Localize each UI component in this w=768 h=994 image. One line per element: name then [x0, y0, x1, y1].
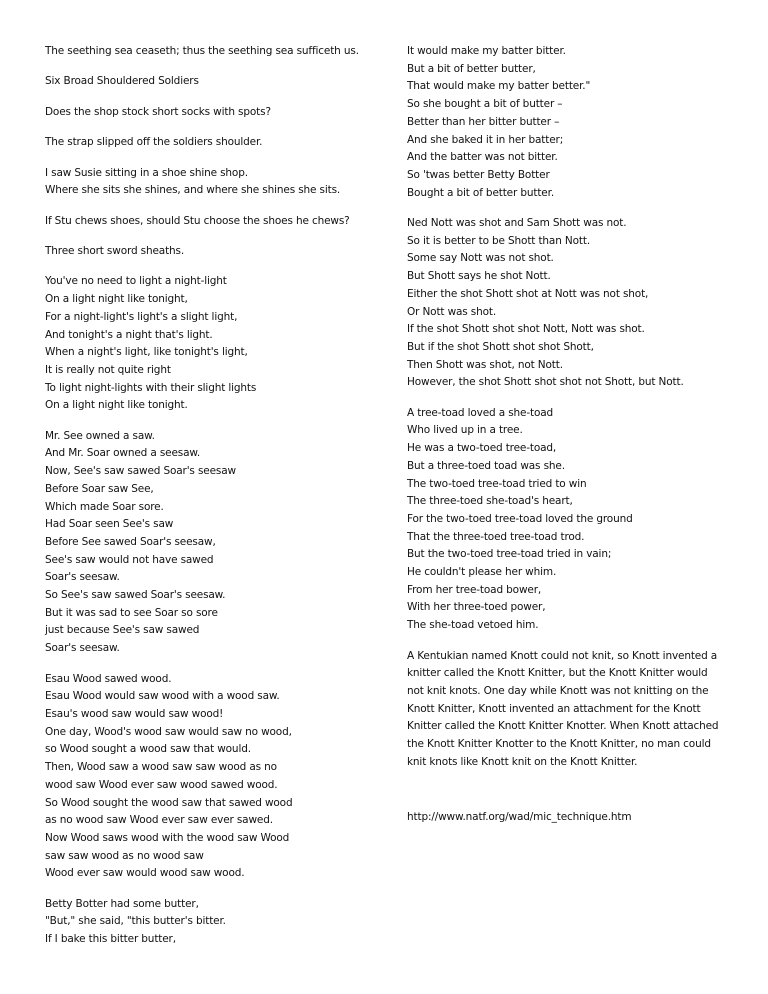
- text-line: See's saw would not have sawed: [45, 553, 214, 566]
- verse-block: [45, 896, 380, 949]
- verse-block: [45, 73, 380, 91]
- text-line: That the three-toed tree-toad trod.: [407, 530, 585, 543]
- text-line: The she-toad vetoed him.: [407, 619, 539, 632]
- verse-block: [45, 671, 380, 883]
- verse-block: [45, 213, 380, 231]
- text-line: To light night-lights with their slight lights: [45, 381, 257, 394]
- text-line: The three-toed she-toad's heart,: [407, 495, 573, 508]
- text-line: Some say Nott was not shot.: [407, 252, 554, 265]
- text-line: Now, See's saw sawed Soar's seesaw: [45, 465, 236, 478]
- text-line: He couldn't please her whim.: [407, 566, 557, 579]
- text-line: And tonight's a night that's light.: [45, 328, 213, 341]
- text-line: So Wood sought the wood saw that sawed wood: [45, 796, 293, 809]
- text-line: as no wood saw Wood ever saw ever sawed.: [45, 814, 273, 827]
- text-line: So she bought a bit of butter –: [407, 98, 563, 111]
- text-line: just because See's saw sawed: [45, 624, 200, 637]
- text-line: Six Broad Shouldered Soldiers: [45, 75, 199, 88]
- verse-block: [407, 43, 727, 202]
- verse-block: [45, 273, 380, 415]
- text-line: I saw Susie sitting in a shoe shine shop.: [45, 166, 248, 179]
- verse-block: [45, 165, 380, 200]
- text-line: That would make my batter better.": [407, 80, 591, 93]
- text-line: It would make my batter bitter.: [407, 45, 566, 57]
- text-line: So See's saw sawed Soar's seesaw.: [45, 589, 226, 602]
- text-line: And Mr. Soar owned a seesaw.: [45, 447, 201, 460]
- text-line: He was a two-toed tree-toad,: [407, 442, 557, 455]
- text-line: saw saw wood as no wood saw: [45, 849, 204, 862]
- text-line: Or Nott was shot.: [407, 305, 497, 318]
- text-line: Where she sits she shines, and where she shines she sits.: [45, 184, 341, 197]
- text-line: Ned Nott was shot and Sam Shott was not.: [407, 217, 627, 230]
- text-line: wood saw Wood ever saw wood sawed wood.: [45, 778, 278, 791]
- verse-block: [45, 243, 380, 261]
- text-line: "But," she said, "this butter's bitter.: [45, 915, 226, 928]
- text-line: But it was sad to see Soar so sore: [45, 606, 218, 619]
- text-line: If I bake this bitter butter,: [45, 933, 176, 946]
- verse-block: [45, 428, 380, 658]
- text-line: So 'twas better Betty Botter: [407, 168, 550, 181]
- left-column: [45, 43, 380, 962]
- text-line: But if the shot Shott shot shot Shott,: [407, 340, 594, 353]
- text-line: For the two-toed tree-toad loved the ground: [407, 512, 633, 525]
- text-line: If the shot Shott shot shot Nott, Nott was shot.: [407, 323, 645, 336]
- text-line: On a light night like tonight.: [45, 399, 188, 412]
- text-line: Esau Wood would saw wood with a wood saw.: [45, 690, 280, 703]
- text-line: Bought a bit of better butter.: [407, 186, 555, 199]
- text-line: But a bit of better butter,: [407, 62, 536, 75]
- text-line: It is really not quite right: [45, 363, 171, 376]
- text-line: And the batter was not bitter.: [407, 151, 558, 164]
- verse-block: [45, 43, 380, 61]
- text-line: From her tree-toad bower,: [407, 583, 542, 596]
- text-line: Before Soar saw See,: [45, 482, 154, 495]
- text-line: Then, Wood saw a wood saw saw wood as no: [45, 761, 277, 774]
- text-line: A tree-toad loved a she-toad: [407, 406, 554, 419]
- text-line: The two-toed tree-toad tried to win: [407, 477, 587, 490]
- text-line: Which made Soar sore.: [45, 500, 164, 513]
- text-line: However, the shot Shott shot shot not Shott, but Nott.: [407, 376, 684, 389]
- text-line: So it is better to be Shott than Nott.: [407, 234, 591, 247]
- text-line: Esau Wood sawed wood.: [45, 672, 172, 685]
- text-line: For a night-light's light's a slight light,: [45, 310, 238, 323]
- text-line: Had Soar seen See's saw: [45, 518, 174, 531]
- text-line: Does the shop stock short socks with spots?: [45, 105, 271, 118]
- text-line: Mr. See owned a saw.: [45, 429, 155, 442]
- text-line: so Wood sought a wood saw that would.: [45, 743, 251, 756]
- verse-block: [407, 215, 727, 392]
- right-verse-blocks: [407, 43, 727, 635]
- text-line: When a night's light, like tonight's light,: [45, 346, 248, 359]
- text-line: Betty Botter had some butter,: [45, 897, 199, 910]
- text-line: But the two-toed tree-toad tried in vain;: [407, 548, 612, 561]
- text-line: But a three-toed toad was she.: [407, 459, 565, 472]
- knott-paragraph: A Kentukian named Knott could not knit, so Knott invented a knitter called the Knott Knitter, but the Knott Knitter would not knit knots. One day while Knott was not knitting on the Knott Knitter, Knott invented an attachment for the Knott Knitter called the Knott Knitter Knotter. When Knott attached the Knott Knitter Knotter to the Knott Knitter, no man could knit knots like Knott knit on the Knott Knitter.: [407, 649, 719, 768]
- text-line: And she baked it in her batter;: [407, 133, 564, 146]
- text-line: One day, Wood's wood saw would saw no wood,: [45, 725, 292, 738]
- text-line: The seething sea ceaseth; thus the seething sea sufficeth us.: [45, 45, 359, 57]
- text-line: On a light night like tonight,: [45, 293, 188, 306]
- text-line: Three short sword sheaths.: [45, 245, 185, 258]
- text-line: With her three-toed power,: [407, 601, 546, 614]
- text-line: You've no need to light a night-light: [45, 275, 227, 288]
- text-line: Soar's seesaw.: [45, 642, 120, 655]
- text-line: Before See sawed Soar's seesaw,: [45, 535, 216, 548]
- text-line: If Stu chews shoes, should Stu choose the shoes he chews?: [45, 214, 350, 227]
- text-line: Now Wood saws wood with the wood saw Wood: [45, 831, 290, 844]
- verse-block: [45, 134, 380, 152]
- verse-block: [407, 405, 727, 635]
- text-line: Wood ever saw would wood saw wood.: [45, 867, 245, 880]
- verse-block: [45, 104, 380, 122]
- text-line: Esau's wood saw would saw wood!: [45, 707, 224, 720]
- text-line: The strap slipped off the soldiers shoulder.: [45, 136, 263, 149]
- text-line: Who lived up in a tree.: [407, 424, 523, 437]
- right-column: [407, 43, 727, 827]
- text-line: But Shott says he shot Nott.: [407, 270, 551, 283]
- text-line: Either the shot Shott shot at Nott was not shot,: [407, 287, 649, 300]
- text-line: Soar's seesaw.: [45, 571, 120, 584]
- text-line: Then Shott was shot, not Nott.: [407, 358, 563, 371]
- text-line: Better than her bitter butter –: [407, 115, 560, 128]
- source-url[interactable]: http://www.natf.org/wad/mic_technique.htm: [407, 811, 632, 824]
